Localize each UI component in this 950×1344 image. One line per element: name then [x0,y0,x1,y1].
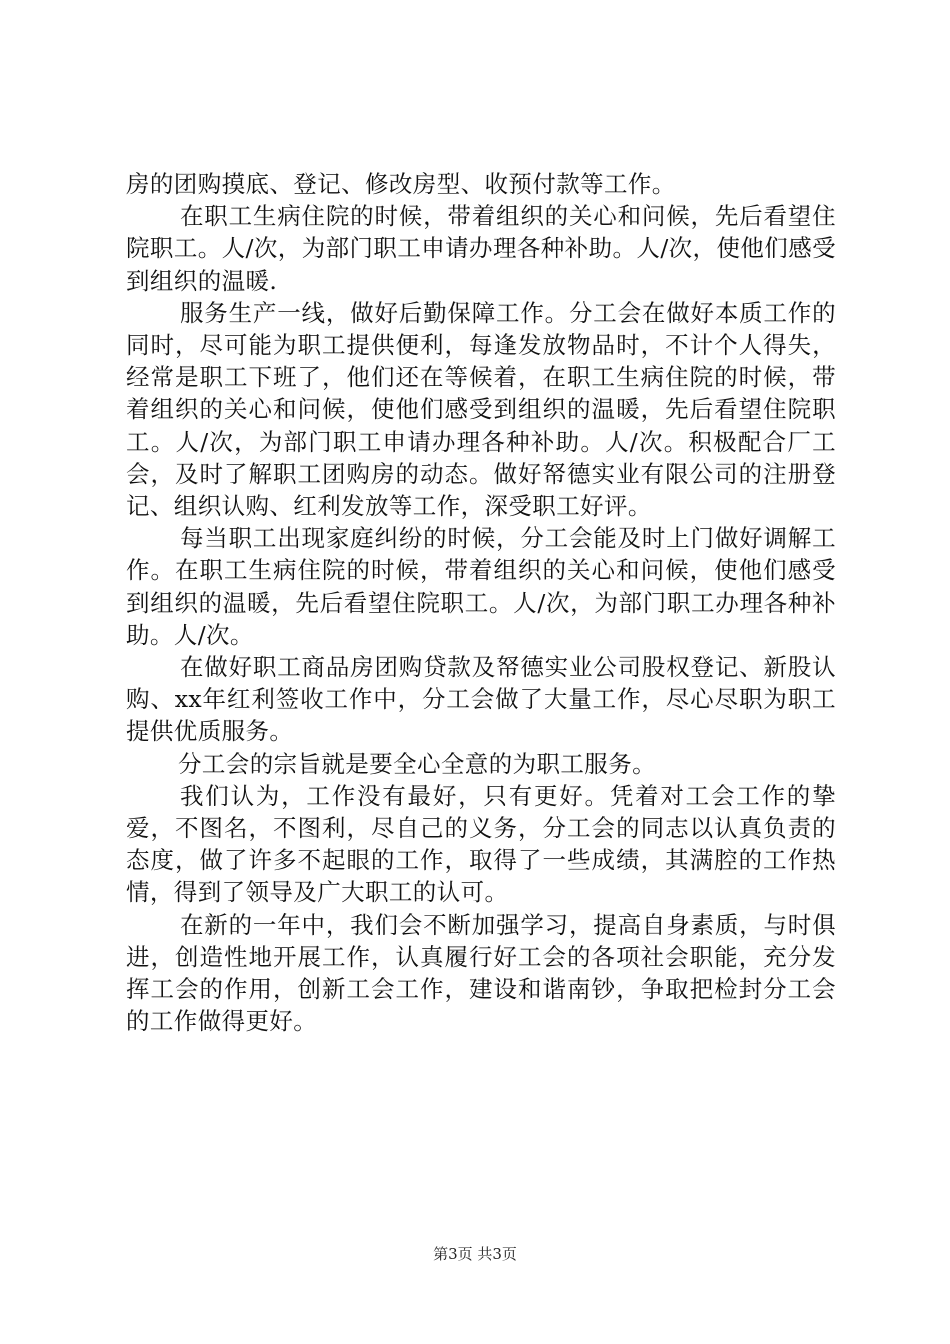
paragraph-8: 在新的一年中，我们会不断加强学习，提高自身素质，与时俱进，创造性地开展工作，认真履行好工会的各项社会职能，充分发挥工会的作用，创新工会工作，建设和谐南钞，争取把检封分工会的工作做得更好。 [126,910,836,1036]
paragraph-1: 房的团购摸底、登记、修改房型、收预付款等工作。 [126,170,676,198]
document-body [126,168,836,1037]
paragraph-3: 服务生产一线，做好后勤保障工作。分工会在做好本质工作的同时，尽可能为职工提供便利，每逢发放物品时，不计个人得失，经常是职工下班了，他们还在等候着，在职工生病住院的时候，带着组织的关心和问候，使他们感受到组织的温暖，先后看望住院职工。人/次，为部门职工申请办理各种补助。人/次。积极配合厂工会，及时了解职工团购房的动态。做好帑德实业有限公司的注册登记、组织认购、红利发放等工作，深受职工好评。 [126,298,836,521]
paragraph-6: 分工会的宗旨就是要全心全意的为职工服务。 [178,749,656,778]
page-number-footer: 第3页 共3页 [433,1245,517,1263]
paragraph-5: 在做好职工商品房团购贷款及帑德实业公司股权登记、新股认购、xx年红利签收工作中，分工会做了大量工作，尽心尽职为职工提供优质服务。 [126,653,836,746]
paragraph-4: 每当职工出现家庭纠纷的时候，分工会能及时上门做好调解工作。在职工生病住院的时候，带着组织的关心和问候，使他们感受到组织的温暖，先后看望住院职工。人/次，为部门职工办理各种补助。人/次。 [126,524,836,649]
paragraph-7: 我们认为，工作没有最好，只有更好。凭着对工会工作的挚爱，不图名，不图利，尽自己的义务，分工会的同志以认真负责的态度，做了许多不起眼的工作，取得了一些成绩，其满腔的工作热情，得到了领导及广大职工的认可。 [126,781,836,907]
paragraph-2: 在职工生病住院的时候，带着组织的关心和问候，先后看望住院职工。人/次，为部门职工申请办理各种补助。人/次，使他们感受到组织的温暖. [126,202,836,295]
